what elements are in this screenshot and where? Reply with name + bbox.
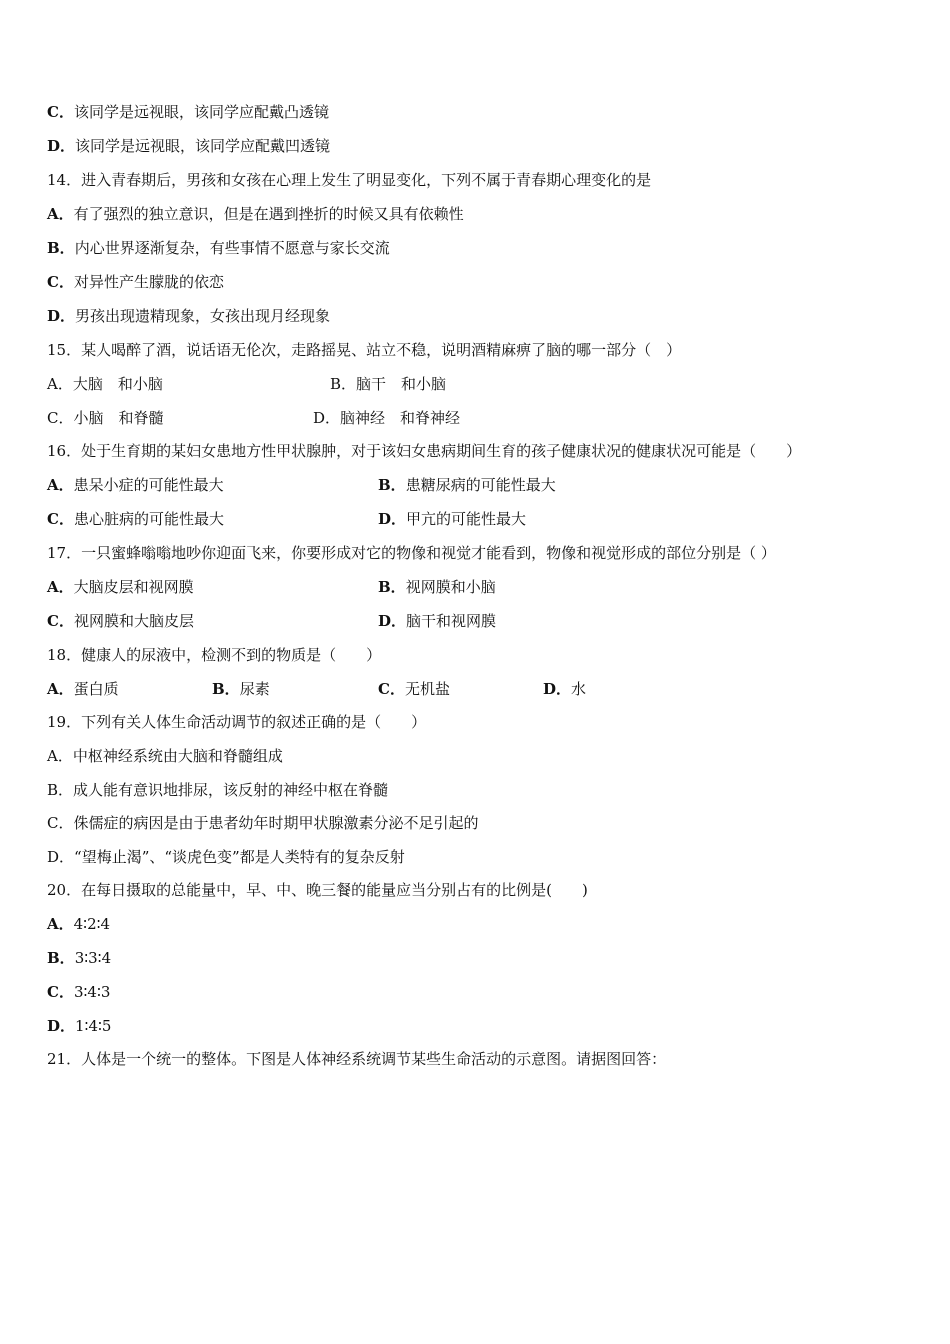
q18-option-d (543, 679, 586, 699)
option-text: 视网膜和小脑 (405, 578, 496, 596)
option-label: B． (47, 949, 75, 967)
option-label: D． (378, 612, 407, 630)
question-number: 21． (47, 1050, 82, 1068)
option-text: 水 (571, 680, 587, 698)
q14-option-a (47, 204, 464, 224)
q20-option-a (47, 914, 110, 934)
question-text: 处于生育期的某妇女患地方性甲状腺肿，对于该妇女患病期间生育的孩子健康状况的健康状况可能是（ ） (81, 442, 802, 460)
q20-stem (47, 880, 588, 900)
option-label: D． (313, 409, 341, 427)
option-label: B． (378, 578, 406, 596)
q15-stem (47, 340, 681, 360)
q20-option-d (47, 1016, 111, 1036)
option-text: “望梅止渴”、“谈虎色变”都是人类特有的复杂反射 (74, 848, 405, 866)
q16-option-b (378, 475, 556, 495)
q16-stem (47, 441, 801, 461)
q14-option-d (47, 306, 330, 326)
option-text: 尿素 (239, 680, 270, 698)
q16-option-c (47, 509, 224, 529)
option-text: 大脑皮层和视网膜 (73, 578, 194, 596)
q16-option-a (47, 475, 224, 495)
q17-option-b (378, 577, 496, 597)
option-text: 脑干和视网膜 (406, 612, 497, 630)
option-text: 患心脏病的可能性最大 (73, 510, 224, 528)
question-text: 下列有关人体生命活动调节的叙述正确的是（ ） (81, 713, 427, 731)
option-text: 甲亢的可能性最大 (406, 510, 527, 528)
q18-option-c (378, 679, 450, 699)
q14-option-b (47, 238, 390, 258)
option-label: D． (378, 510, 407, 528)
option-label: C． (47, 103, 74, 121)
option-label: B． (47, 239, 75, 257)
q20-option-c (47, 982, 110, 1002)
q19-option-c (47, 813, 479, 833)
option-text: 有了强烈的独立意识，但是在遇到挫折的时候又具有依赖性 (73, 205, 464, 223)
option-text: 视网膜和大脑皮层 (73, 612, 194, 630)
option-text: 大脑 和小脑 (72, 375, 163, 393)
q14-option-c (47, 272, 224, 292)
question-text: 人体是一个统一的整体。下图是人体神经系统调节某些生命活动的示意图。请据图回答： (81, 1050, 667, 1068)
option-label: A． (47, 747, 73, 765)
question-text: 一只蜜蜂嗡嗡地吵你迎面飞来，你要形成对它的物像和视觉才能看到，物像和视觉形成的部位分别是（ ） (81, 544, 776, 562)
option-label: C． (47, 409, 74, 427)
option-text: 3∶3∶4 (74, 949, 112, 967)
q14-stem (47, 170, 651, 190)
q13-option-d (47, 136, 330, 156)
option-text: 中枢神经系统由大脑和脊髓组成 (72, 747, 283, 765)
q15-option-b (330, 374, 446, 394)
option-label: D． (543, 680, 572, 698)
q15-option-d (313, 408, 460, 428)
question-number: 19． (47, 713, 82, 731)
question-number: 14． (47, 171, 82, 189)
q15-option-a (47, 374, 163, 394)
q17-stem (47, 543, 776, 563)
option-text: 脑神经 和脊神经 (340, 409, 461, 427)
option-text: 1∶4∶5 (75, 1017, 112, 1035)
q21-stem (47, 1049, 666, 1069)
option-label: C． (47, 814, 74, 832)
option-text: 该同学是远视眼，该同学应配戴凸透镜 (73, 103, 329, 121)
option-text: 脑干 和小脑 (356, 375, 447, 393)
q20-option-b (47, 948, 111, 968)
option-label: B． (330, 375, 357, 393)
q18-option-b (212, 679, 270, 699)
option-label: A． (47, 205, 74, 223)
option-label: C． (47, 983, 74, 1001)
option-label: D． (47, 848, 75, 866)
question-number: 17． (47, 544, 82, 562)
option-label: A． (47, 578, 74, 596)
option-text: 小脑 和脊髓 (73, 409, 164, 427)
question-text: 在每日摄取的总能量中，早、中、晚三餐的能量应当分别占有的比例是( ) (81, 881, 588, 899)
option-text: 男孩出现遗精现象，女孩出现月经现象 (75, 307, 331, 325)
question-number: 15． (47, 341, 82, 359)
option-label: D． (47, 1017, 76, 1035)
option-label: D． (47, 307, 76, 325)
question-text: 某人喝醉了酒，说话语无伦次，走路摇晃、站立不稳，说明酒精麻痹了脑的哪一部分（ ） (81, 341, 682, 359)
option-label: B． (212, 680, 240, 698)
q17-option-a (47, 577, 194, 597)
option-text: 无机盐 (404, 680, 450, 698)
option-text: 4∶2∶4 (73, 915, 111, 933)
option-label: C． (378, 680, 405, 698)
question-text: 进入青春期后，男孩和女孩在心理上发生了明显变化，下列不属于青春期心理变化的是 (81, 171, 652, 189)
q19-option-a (47, 746, 283, 766)
option-label: C． (47, 273, 74, 291)
q13-option-c (47, 102, 329, 122)
question-number: 20． (47, 881, 82, 899)
option-label: D． (47, 137, 76, 155)
q17-option-d (378, 611, 496, 631)
q19-option-d (47, 847, 405, 867)
option-text: 该同学是远视眼，该同学应配戴凹透镜 (75, 137, 331, 155)
q17-option-c (47, 611, 194, 631)
option-label: A． (47, 915, 74, 933)
option-text: 蛋白质 (73, 680, 119, 698)
option-label: B． (47, 781, 74, 799)
option-label: B． (378, 476, 406, 494)
question-text: 健康人的尿液中，检测不到的物质是（ ） (81, 646, 382, 664)
option-label: C． (47, 510, 74, 528)
option-text: 患呆小症的可能性最大 (73, 476, 224, 494)
q18-stem (47, 645, 381, 665)
option-text: 内心世界逐渐复杂，有些事情不愿意与家长交流 (74, 239, 390, 257)
option-label: A． (47, 680, 74, 698)
option-text: 患糖尿病的可能性最大 (405, 476, 556, 494)
option-label: A． (47, 375, 73, 393)
option-text: 侏儒症的病因是由于患者幼年时期甲状腺激素分泌不足引起的 (73, 814, 479, 832)
option-label: A． (47, 476, 74, 494)
q19-option-b (47, 780, 388, 800)
question-number: 18． (47, 646, 82, 664)
q19-stem (47, 712, 426, 732)
q15-option-c (47, 408, 164, 428)
option-label: C． (47, 612, 74, 630)
option-text: 对异性产生朦胧的依恋 (73, 273, 224, 291)
option-text: 3∶4∶3 (73, 983, 111, 1001)
option-text: 成人能有意识地排尿，该反射的神经中枢在脊髓 (73, 781, 389, 799)
q18-option-a (47, 679, 119, 699)
question-number: 16． (47, 442, 82, 460)
q16-option-d (378, 509, 526, 529)
